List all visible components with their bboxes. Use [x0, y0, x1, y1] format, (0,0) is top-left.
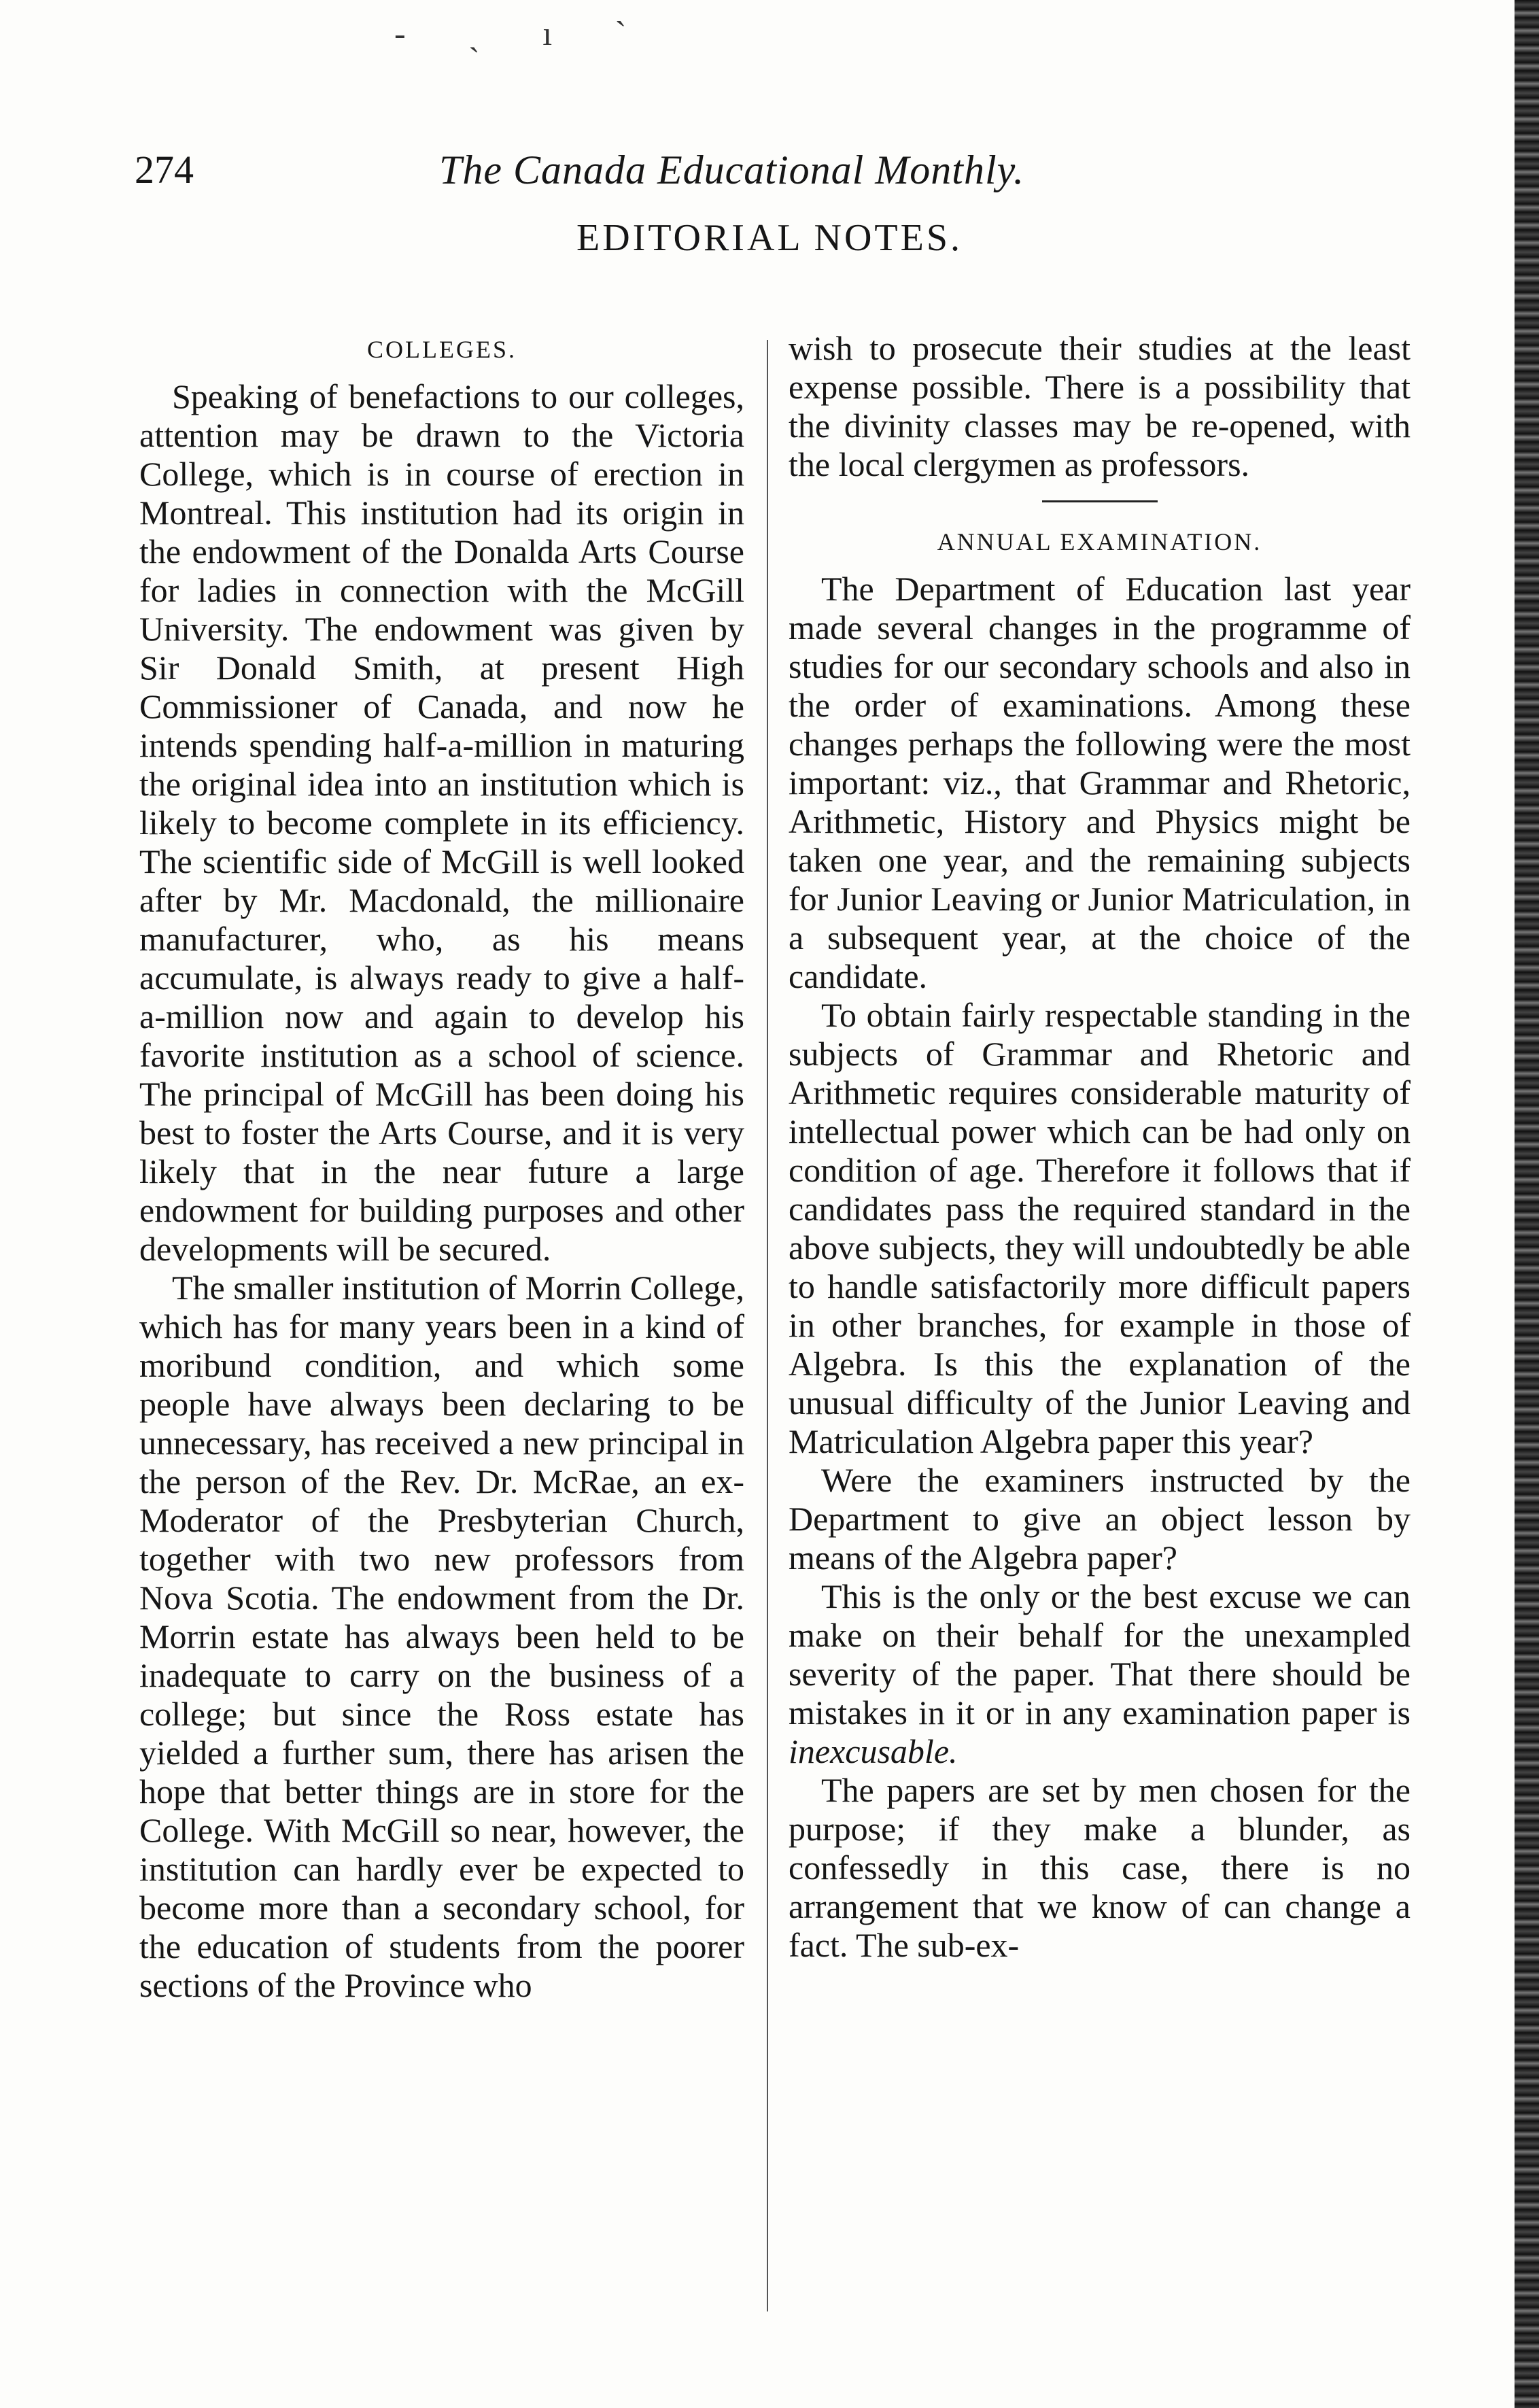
examination-paragraph-4	[789, 1577, 1411, 1771]
page-number: 274	[135, 148, 194, 192]
colleges-paragraph-1: Speaking of benefactions to our colleges, attention may be drawn to the Victoria College, which is in course of erection in Montreal. This institution had its origin in the endowment of the Donalda Arts Course for ladies in connection with the McGill University. The endowment was given by Sir Donald Smith, at present High Commissioner of Canada, and now he intends spending half-a-million in maturing the original idea into an institution which is likely to become complete in its efficiency. The scientific side of McGill is well looked after by Mr. Macdonald, the millionaire manufacturer, who, as his means accumulate, is always ready to give a half-a-million now and again to develop his favorite institution as a school of science. The principal of McGill has been doing his best to foster the Arts Course, and it is very likely that in the near future a large endowment for building purposes and other developments will be secured.	[139, 377, 744, 1268]
scan-binding-edge	[1515, 0, 1539, 2408]
examination-paragraph-2: To obtain fairly respectable standing in the subjects of Grammar and Rhetoric and Arithmetic requires considerable maturity of intellectual power which can be had only on condition of age. Therefore it follows that if candidates pass the required standard in the above subjects, they will undoubtedly be able to handle satisfactorily more difficult papers in other branches, for example in those of Algebra. Is this the explanation of the unusual difficulty of the Junior Leaving and Matriculation Algebra paper this year?	[789, 996, 1411, 1460]
annual-examination-heading: ANNUAL EXAMINATION.	[937, 528, 1262, 555]
inexcusable-emphasis: inexcusable.	[789, 1732, 958, 1770]
section-rule	[1042, 500, 1158, 502]
column-divider	[767, 340, 768, 2311]
section-title: EDITORIAL NOTES.	[576, 217, 963, 259]
examination-paragraph-3: Were the examiners instructed by the Department to give an object lesson by means of the Algebra paper?	[789, 1461, 1411, 1577]
running-title: The Canada Educational Monthly.	[439, 148, 1024, 192]
colleges-paragraph-2: The smaller institution of Morrin College, which has for many years been in a kind of moribund condition, and which some people have always been declaring to be unnecessary, has received a new principal in the person of the Rev. Dr. McRae, an ex-Moderator of the Presbyterian Church, together with two new professors from Nova Scotia. The endowment from the Dr. Morrin estate has always been held to be inadequate to carry on the business of a college; but since the Ross estate has yielded a further sum, there has arisen the hope that better things are in store for the College. With McGill so near, however, the institution can hardly ever be expected to become more than a secondary school, for the education of students from the poorer sections of the Province who	[139, 1269, 744, 2004]
examination-paragraph-5: The papers are set by men chosen for the purpose; if they make a blunder, as confessedly in this case, there is no arrangement that we know of can change a fact. The sub-ex-	[789, 1771, 1411, 1964]
colleges-continuation: wish to prosecute their studies at the least expense possible. There is a possibility that the divinity classes may be re-opened, with the local clergymen as professors.	[789, 329, 1411, 483]
left-column	[139, 326, 744, 2339]
page-header	[135, 136, 1406, 211]
colleges-heading: COLLEGES.	[367, 336, 517, 363]
excuse-text: This is the only or the best excuse we can make on their behalf for the unexampled severity of the paper. That there should be mistakes in it or in any examination paper is	[789, 1577, 1411, 1732]
scan-artifact-marks: - ˎ ı ˋ	[394, 14, 654, 52]
right-column	[789, 329, 1411, 2341]
examination-paragraph-1: The Department of Education last year made several changes in the programme of studies for our secondary schools and also in the order of examinations. Among these changes perhaps the following were the most important: viz., that Grammar and Rhetoric, Arithmetic, History and Physics might be taken one year, and the remaining subjects for Junior Leaving or Junior Matriculation, in a subsequent year, at the choice of the candidate.	[789, 570, 1411, 995]
